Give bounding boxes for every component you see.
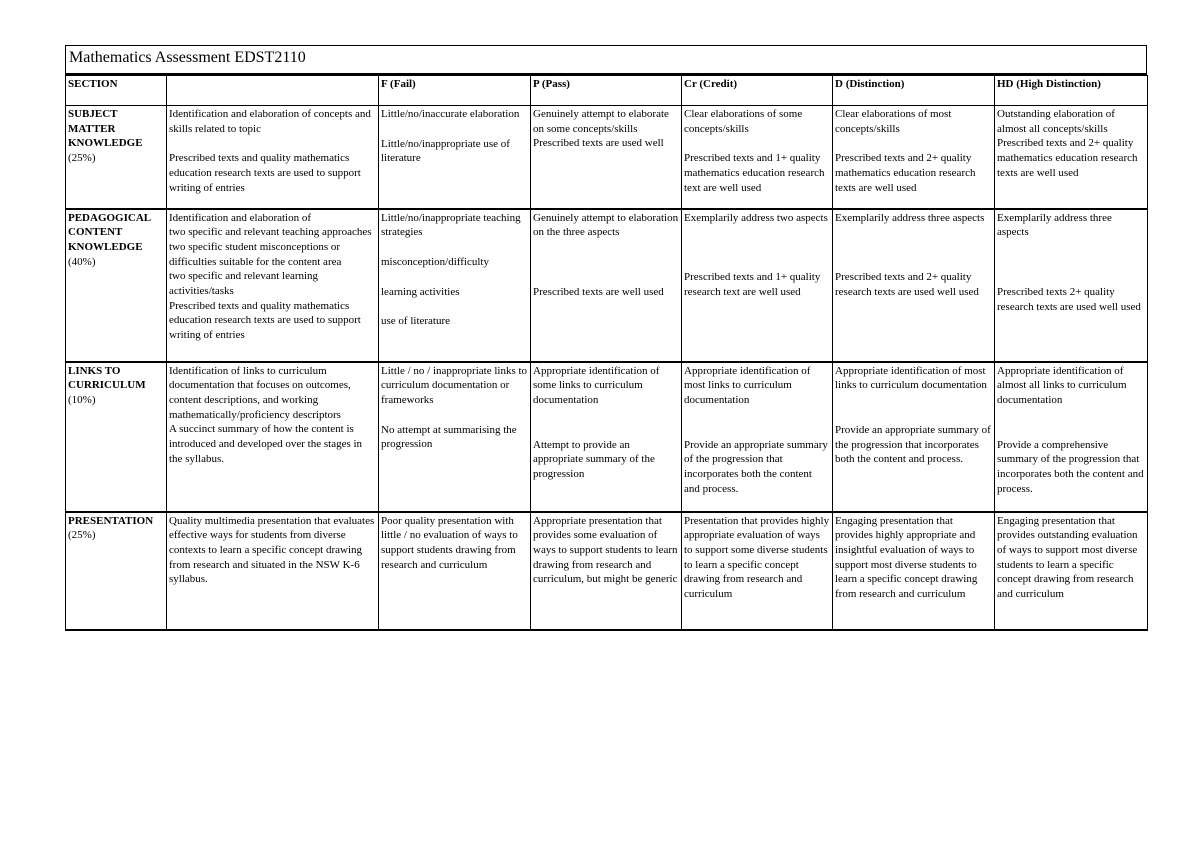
criterion-text: Quality multimedia presentation that evaluates effective ways for students from diverse contexts to learn a specific concept drawing from research and situated in the NSW K-6 syllabus. — [169, 514, 375, 586]
criterion-text — [684, 408, 830, 423]
description-cell — [167, 512, 379, 630]
criterion-text — [381, 240, 528, 255]
criterion-text: Identification and elaboration of concepts and skills related to topic — [169, 108, 371, 135]
criterion-text: Clear elaborations of some concepts/skills — [684, 108, 803, 135]
high-distinction-cell — [995, 362, 1148, 512]
criterion-text: Clear elaborations of most concepts/skills — [835, 108, 952, 135]
section-name: PRESENTATION — [68, 514, 154, 527]
criterion-text: Prescribed texts and 2+ quality mathematics education research texts are well used — [835, 152, 976, 194]
header-credit: Cr (Credit) — [682, 76, 833, 106]
criterion-text: Appropriate presentation that provides some evaluation of ways to support students to learn drawing from research and curriculum, but might be generic — [533, 514, 678, 586]
fail-cell — [379, 362, 531, 512]
criterion-text: use of literature — [381, 315, 451, 328]
criterion-text — [684, 255, 830, 270]
criterion-text: Attempt to provide an appropriate summary of the progression — [533, 438, 655, 481]
criterion-text: Engaging presentation that provides highly appropriate and insightful evaluation of ways to support most diverse students to learn a specific concept drawing from research and curriculum — [835, 514, 978, 601]
criterion-text — [381, 408, 528, 423]
criterion-text — [381, 122, 528, 137]
criterion-text: Provide an appropriate summary of the progression that incorporates both the content and process. — [684, 438, 828, 495]
pass-cell — [531, 209, 682, 362]
criterion-text — [684, 240, 830, 255]
fail-cell — [379, 512, 531, 630]
criterion-text: Prescribed texts 2+ quality research texts are used well used — [997, 285, 1141, 313]
table-row — [66, 209, 1148, 362]
rubric-title: Mathematics Assessment EDST2110 — [65, 45, 1147, 75]
section-weight: (25%) — [68, 152, 96, 165]
criterion-text: Poor quality presentation with little / no evaluation of ways to support students drawing from research and curriculum — [381, 514, 518, 571]
criterion-text: Exemplarily address three aspects — [997, 211, 1112, 239]
criterion-text — [997, 423, 1145, 438]
criterion-text: Presentation that provides highly appropriate evaluation of ways to support some diverse students to learn a specific concept drawing from research and curriculum — [684, 514, 830, 601]
criterion-text: Little/no/inappropriate use of literature — [381, 137, 510, 165]
criterion-text: Prescribed texts and 2+ quality mathematics education research texts are well used — [997, 137, 1138, 179]
criterion-text — [997, 255, 1145, 270]
high-distinction-cell — [995, 209, 1148, 362]
criterion-text — [381, 299, 528, 314]
section-cell — [66, 209, 167, 362]
criterion-text: Engaging presentation that provides outstanding evaluation of ways to support most diverse students to learn a specific concept drawing from research and curriculum — [997, 514, 1138, 601]
rubric-table — [65, 75, 1148, 631]
criterion-text — [835, 225, 992, 240]
criterion-text — [684, 423, 830, 438]
header-description — [167, 76, 379, 106]
credit-cell — [682, 106, 833, 209]
header-section: SECTION — [66, 76, 167, 106]
pass-cell — [531, 512, 682, 630]
criterion-text: Appropriate identification of almost all links to curriculum documentation — [997, 364, 1127, 406]
criterion-text: Provide an appropriate summary of the progression that incorporates both the content and process. — [835, 423, 991, 466]
distinction-cell — [833, 106, 995, 209]
criterion-text: Appropriate identification of most links to curriculum documentation — [835, 364, 987, 392]
table-row — [66, 362, 1148, 512]
criterion-text — [169, 136, 376, 151]
criterion-text: Little/no/inappropriate teaching strategies — [381, 211, 521, 239]
criterion-text — [533, 255, 679, 270]
criterion-text: Prescribed texts are well used — [533, 285, 664, 298]
criterion-text: Exemplarily address three aspects — [835, 211, 985, 224]
criterion-text — [381, 270, 528, 285]
criterion-text: Appropriate identification of most links to curriculum documentation — [684, 364, 811, 406]
criterion-text — [997, 240, 1145, 255]
distinction-cell — [833, 512, 995, 630]
criterion-text: Genuinely attempt to elaboration on the three aspects — [533, 211, 679, 239]
criterion-text: No attempt at summarising the progression — [381, 423, 517, 451]
description-cell — [167, 106, 379, 209]
criterion-text — [533, 408, 679, 423]
criterion-text: Prescribed texts and quality mathematics education research texts are used to support writing of entries — [169, 152, 361, 194]
distinction-cell — [833, 362, 995, 512]
criterion-text — [835, 255, 992, 270]
criterion-text: two specific and relevant teaching approaches — [169, 226, 372, 239]
criterion-text — [835, 393, 992, 408]
criterion-text: misconception/difficulty — [381, 255, 489, 268]
header-row — [66, 76, 1148, 106]
criterion-text — [684, 225, 830, 240]
criterion-text: Little / no / inappropriate links to curriculum documentation or frameworks — [381, 364, 528, 406]
section-cell — [66, 106, 167, 209]
pass-cell — [531, 362, 682, 512]
section-cell — [66, 512, 167, 630]
high-distinction-cell — [995, 106, 1148, 209]
description-cell — [167, 362, 379, 512]
header-fail: F (Fail) — [379, 76, 531, 106]
header-distinction: D (Distinction) — [833, 76, 995, 106]
high-distinction-cell — [995, 512, 1148, 630]
criterion-text — [997, 408, 1145, 423]
criterion-text: Genuinely attempt to elaborate on some concepts/skills — [533, 108, 669, 135]
credit-cell — [682, 362, 833, 512]
section-weight: (40%) — [68, 255, 96, 268]
criterion-text — [835, 240, 992, 255]
criterion-text — [533, 270, 679, 285]
pass-cell — [531, 106, 682, 209]
description-cell — [167, 209, 379, 362]
distinction-cell — [833, 209, 995, 362]
criterion-text — [533, 423, 679, 438]
section-weight: (10%) — [68, 393, 96, 406]
criterion-text: Little/no/inaccurate elaboration — [381, 108, 520, 120]
criterion-text — [835, 136, 992, 151]
criterion-text: Prescribed texts are used well — [533, 137, 664, 150]
section-cell — [66, 362, 167, 512]
section-name: LINKS TO CURRICULUM — [68, 364, 146, 392]
criterion-text — [997, 270, 1145, 285]
fail-cell — [379, 209, 531, 362]
header-pass: P (Pass) — [531, 76, 682, 106]
criterion-text: Appropriate identification of some links to curriculum documentation — [533, 364, 660, 406]
table-row — [66, 106, 1148, 209]
criterion-text: Exemplarily address two aspects — [684, 211, 828, 224]
fail-cell — [379, 106, 531, 209]
criterion-text: Identification of links to curriculum documentation that focuses on outcomes, content descriptions, and working mathematically/proficiency descriptors — [169, 364, 351, 421]
section-name: SUBJECT MATTER KNOWLEDGE — [68, 108, 143, 150]
table-row — [66, 512, 1148, 630]
assessment-rubric — [65, 45, 1147, 631]
criterion-text: two specific and relevant learning activities/tasks — [169, 270, 319, 298]
criterion-text: Prescribed texts and 2+ quality research texts are used well used — [835, 271, 979, 298]
criterion-text: Identification and elaboration of — [169, 211, 312, 224]
criterion-text: Prescribed texts and quality mathematics education research texts are used to support writing of entries — [169, 299, 361, 342]
criterion-text — [835, 408, 992, 423]
credit-cell — [682, 512, 833, 630]
criterion-text — [533, 240, 679, 255]
criterion-text: A succinct summary of how the content is introduced and developed over the stages in the syllabus. — [169, 423, 363, 465]
criterion-text: learning activities — [381, 285, 460, 298]
criterion-text: Provide a comprehensive summary of the progression that incorporates both the content and process. — [997, 438, 1144, 495]
criterion-text — [684, 136, 830, 151]
criterion-text: Prescribed texts and 1+ quality research text are well used — [684, 271, 821, 298]
header-high-distinction: HD (High Distinction) — [995, 76, 1148, 106]
section-weight: (25%) — [68, 529, 96, 542]
credit-cell — [682, 209, 833, 362]
criterion-text: two specific student misconceptions or difficulties suitable for the content area — [169, 240, 342, 268]
criterion-text: Prescribed texts and 1+ quality mathematics education research text are well used — [684, 152, 825, 194]
section-name: PEDAGOGICAL CONTENT KNOWLEDGE — [68, 211, 151, 253]
criterion-text: Outstanding elaboration of almost all concepts/skills — [997, 108, 1115, 135]
rubric-body — [66, 106, 1148, 630]
